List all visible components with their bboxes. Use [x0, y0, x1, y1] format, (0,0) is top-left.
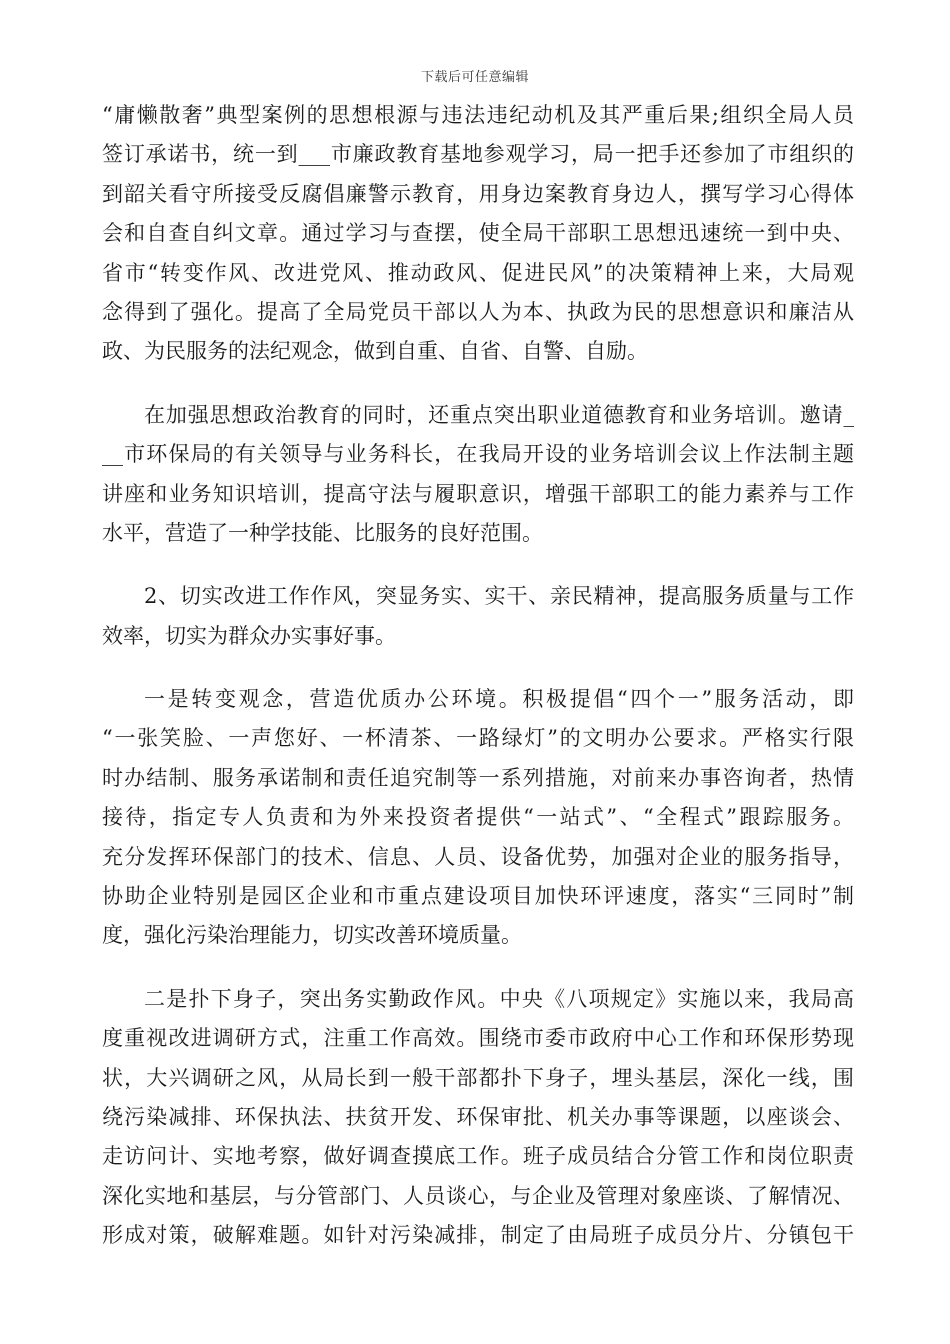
paragraph-4	[102, 680, 854, 956]
text-line: 二是扑下身子，突出务实勤政作风。中央《八项规定》实施以来，我局高	[144, 986, 854, 1011]
text-line: 形成对策，破解难题。如针对污染减排，制定了由局班子成员分片、分镇包干	[102, 1223, 854, 1248]
paragraph-5	[102, 980, 854, 1256]
text-line: 效率，切实为群众办实事好事。	[102, 623, 396, 648]
text-line: 走访问计、实地考察，做好调查摸底工作。班子成员结合分管工作和岗位职责	[102, 1144, 854, 1169]
page-header-note: 下载后可任意编辑	[420, 70, 529, 85]
text-line: 2、切实改进工作作风，突显务实、实干、亲民精神，提高服务质量与工作	[144, 584, 854, 609]
text-line: 接待，指定专人负责和为外来投资者提供“一站式”、“全程式”跟踪服务。	[102, 805, 854, 830]
text-line: 签订承诺书，统一到___市廉政教育基地参观学习，局一把手还参加了市组织的	[102, 142, 854, 167]
paragraph-2	[102, 396, 854, 554]
paragraph-3	[102, 577, 854, 656]
text-line: 念得到了强化。提高了全局党员干部以人为本、执政为民的思想意识和廉洁从	[102, 299, 854, 324]
text-line: 省市“转变作风、改进党风、推动政风、促进民风”的决策精神上来，大局观	[102, 260, 854, 285]
text-line: 绕污染减排、环保执法、扶贫开发、环保审批、机关办事等课题，以座谈会、	[102, 1104, 854, 1129]
text-line: 协助企业特别是园区企业和市重点建设项目加快环评速度，落实“三同时”制	[102, 884, 854, 909]
text-line: 度重视改进调研方式，注重工作高效。围绕市委市政府中心工作和环保形势现	[102, 1026, 854, 1051]
text-line: 充分发挥环保部门的技术、信息、人员、设备优势，加强对企业的服务指导，	[102, 844, 854, 869]
paragraph-1	[102, 96, 854, 372]
text-line: 水平，营造了一种学技能、比服务的良好范围。	[102, 520, 543, 545]
text-line: 状，大兴调研之风，从局长到一般干部都扑下身子，埋头基层，深化一线，围	[102, 1065, 854, 1090]
text-line: 时办结制、服务承诺制和责任追究制等一系列措施，对前来办事咨询者，热情	[102, 765, 854, 790]
text-line: 会和自查自纠文章。通过学习与查摆，使全局干部职工思想迅速统一到中央、	[102, 221, 854, 246]
text-line: 度，强化污染治理能力，切实改善环境质量。	[102, 923, 522, 948]
text-line: __市环保局的有关领导与业务科长，在我局开设的业务培训会议上作法制主题	[102, 442, 854, 467]
document-body	[102, 96, 854, 1280]
text-line: 到韶关看守所接受反腐倡廉警示教育，用身边案教育身边人，撰写学习心得体	[102, 181, 854, 206]
text-line: 在加强思想政治教育的同时，还重点突出职业道德教育和业务培训。邀请_	[144, 402, 854, 427]
text-line: “一张笑脸、一声您好、一杯清茶、一路绿灯”的文明办公要求。严格实行限	[102, 726, 854, 751]
text-line: 一是转变观念，营造优质办公环境。积极提倡“四个一”服务活动，即	[144, 687, 854, 712]
text-line: “庸懒散奢”典型案例的思想根源与违法违纪动机及其严重后果;组织全局人员	[102, 103, 854, 127]
text-line: 政、为民服务的法纪观念，做到自重、自省、自警、自励。	[102, 339, 648, 364]
text-line: 讲座和业务知识培训，提高守法与履职意识，增强干部职工的能力素养与工作	[102, 481, 854, 506]
text-line: 深化实地和基层，与分管部门、人员谈心，与企业及管理对象座谈、了解情况、	[102, 1183, 854, 1208]
